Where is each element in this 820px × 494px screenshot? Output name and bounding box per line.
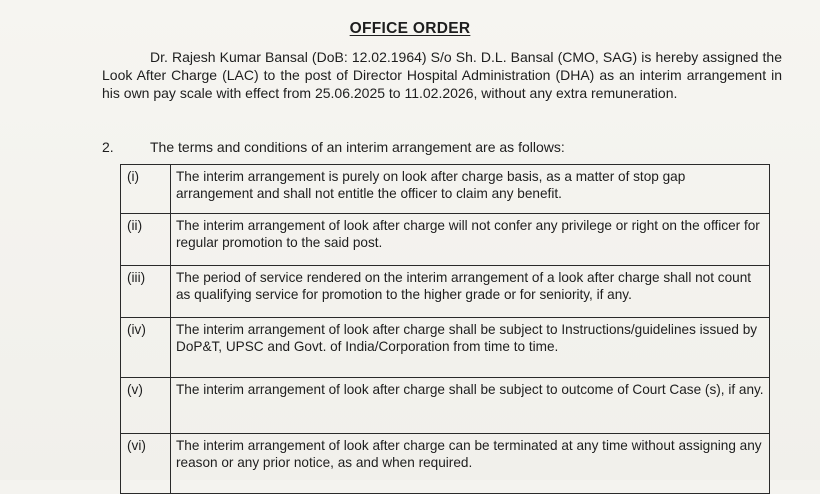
term-number: (vi) — [121, 434, 171, 494]
term-row — [121, 378, 770, 434]
document-title — [0, 20, 820, 38]
term-text: The period of service rendered on the interim arrangement of a look after charge shall not count as qualifying service for promotion to the higher grade or for seniority, if any. — [171, 266, 770, 318]
order-paragraph — [102, 48, 782, 102]
term-number: (iii) — [121, 266, 171, 318]
term-row — [121, 165, 770, 214]
point-2-text: The terms and conditions of an interim arrangement are as follows: — [150, 139, 565, 155]
title-text: OFFICE ORDER — [349, 20, 471, 37]
term-text: The interim arrangement of look after charge can be terminated at any time without assigning any reason or any prior notice, as and when required. — [171, 434, 770, 494]
term-row — [121, 266, 770, 318]
term-number: (iv) — [121, 318, 171, 378]
term-text: The interim arrangement of look after charge will not confer any privilege or right on the officer for regular promotion to the said post. — [171, 214, 770, 266]
term-row — [121, 214, 770, 266]
point-2 — [102, 138, 565, 156]
term-number: (ii) — [121, 214, 171, 266]
point-2-number: 2. — [102, 139, 114, 155]
term-number: (i) — [121, 165, 171, 214]
term-row — [121, 318, 770, 378]
terms-table — [120, 164, 770, 494]
term-text: The interim arrangement is purely on look after charge basis, as a matter of stop gap arrangement and shall not entitle the officer to claim any benefit. — [171, 165, 770, 214]
term-number: (v) — [121, 378, 171, 434]
paragraph-text: Dr. Rajesh Kumar Bansal (DoB: 12.02.1964) S/o Sh. D.L. Bansal (CMO, SAG) is hereby assigned the Look After Charge (LAC) to the post of Director Hospital Administration (DHA) as an interim arrangement in his own pay scale with effect from 25.06.2025 to 11.02.2026, without any extra remuneration. — [102, 49, 782, 101]
term-text: The interim arrangement of look after charge shall be subject to outcome of Court Case (s), if any. — [171, 378, 770, 434]
term-row — [121, 434, 770, 494]
term-text: The interim arrangement of look after charge shall be subject to Instructions/guidelines issued by DoP&T, UPSC and Govt. of India/Corporation from time to time. — [171, 318, 770, 378]
